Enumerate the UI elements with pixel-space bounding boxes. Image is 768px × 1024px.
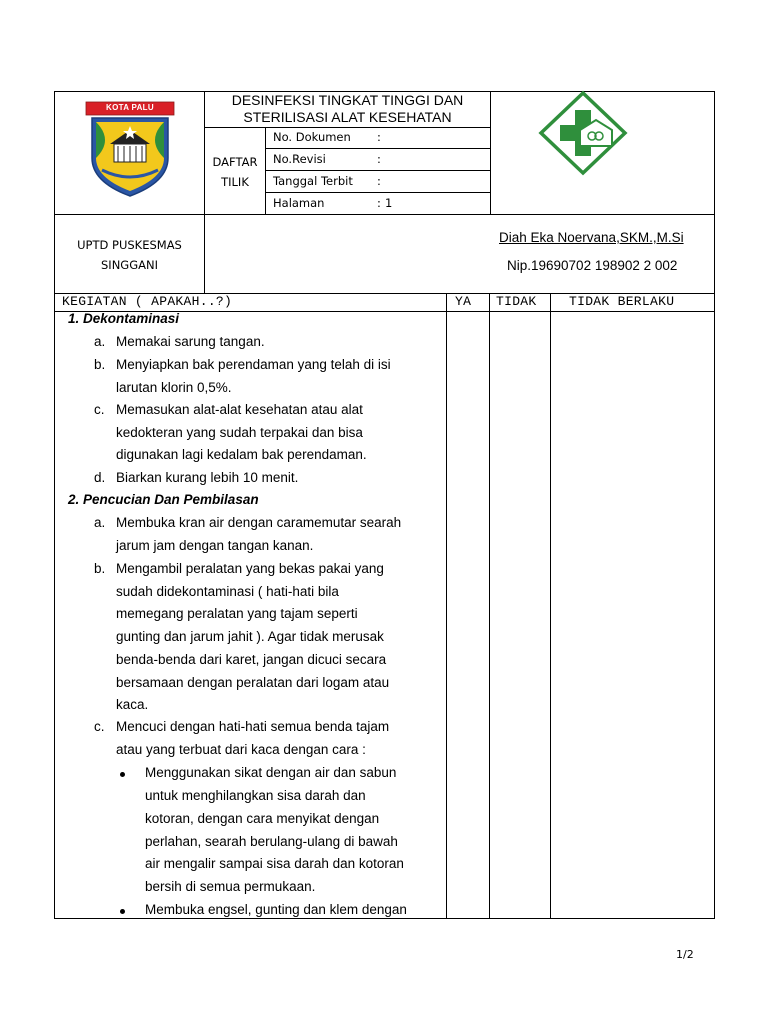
column-header-tidak: TIDAK: [496, 294, 537, 309]
item-text-line: gunting dan jarum jahit ). Agar tidak merusak: [116, 629, 384, 644]
item-marker: a.: [94, 515, 106, 530]
item-marker: d.: [94, 470, 106, 485]
column-header-tidak-berlaku: TIDAK BERLAKU: [569, 294, 675, 309]
kota-palu-emblem-icon: [84, 100, 176, 200]
page-number: 1/2: [676, 948, 694, 961]
item-text-line: bersamaan dengan peralatan dari logam atau: [116, 675, 390, 690]
table-border-bottom: [54, 918, 715, 919]
document-title-line2: STERILISASI ALAT KESEHATAN: [243, 109, 452, 125]
signatory-nip: Nip.19690702 198902 2 002: [507, 258, 678, 273]
item-marker: b.: [94, 357, 106, 372]
field-label-no-dokumen: No. Dokumen: [273, 130, 351, 144]
institution-line1: UPTD PUSKESMAS: [77, 238, 182, 252]
item-marker: a.: [94, 334, 106, 349]
bullet-text-line: Membuka engsel, gunting dan klem dengan: [145, 902, 407, 917]
item-text-line: memegang peralatan yang tajam seperti: [116, 606, 358, 621]
item-text-line: larutan klorin 0,5%.: [116, 380, 232, 395]
field-sep-halaman: :: [377, 196, 381, 210]
item-text-line: Mencuci dengan hati-hati semua benda tajam: [116, 719, 390, 734]
bullet-text-line: kotoran, dengan cara menyikat dengan: [145, 811, 380, 826]
item-text-line: Menyiapkan bak perendaman yang telah di isi: [116, 357, 391, 372]
item-text-line: Membuka kran air dengan caramemutar searah: [116, 515, 402, 530]
col-divider-tidak: [489, 293, 490, 919]
item-marker: b.: [94, 561, 106, 576]
institution-line2: SINGGANI: [101, 258, 158, 272]
bullet-text-line: bersih di semua permukaan.: [145, 879, 316, 894]
puskesmas-cross-icon: [538, 90, 628, 176]
item-text-line: Biarkan kurang lebih 10 menit.: [116, 470, 299, 485]
bullet-icon: [120, 772, 125, 777]
table-border-left: [54, 91, 55, 919]
column-header-kegiatan: KEGIATAN ( APAKAH..?): [62, 294, 233, 309]
section-heading-pencucian: 2. Pencucian Dan Pembilasan: [68, 492, 259, 507]
logo-banner-text: KOTA PALU: [106, 103, 154, 112]
bullet-text-line: untuk menghilangkan sisa darah dan: [145, 788, 366, 803]
document-title-line1: DESINFEKSI TINGKAT TINGGI DAN: [231, 92, 464, 108]
field-sep-no-revisi: :: [377, 152, 381, 166]
item-text-line: jarum jam dengan tangan kanan.: [116, 538, 314, 553]
bullet-text-line: air mengalir sampai sisa darah dan kotoran: [145, 856, 404, 871]
signatory-name: Diah Eka Noervana,SKM.,M.Si: [499, 230, 684, 245]
item-text-line: Memakai sarung tangan.: [116, 334, 265, 349]
bullet-icon: [120, 909, 125, 914]
item-text-line: Memasukan alat-alat kesehatan atau alat: [116, 402, 363, 417]
field-value-halaman: 1: [385, 196, 393, 210]
daftar-divider: [265, 127, 266, 215]
header-divider-right: [490, 91, 491, 215]
item-marker: c.: [94, 719, 105, 734]
field-label-halaman: Halaman: [273, 196, 325, 210]
item-text-line: digunakan lagi kedalam bak perendaman.: [116, 447, 367, 462]
document-type-line1: DAFTAR: [212, 155, 258, 169]
document-title: [205, 92, 490, 126]
table-border-right: [714, 91, 715, 919]
kota-palu-logo: [84, 100, 176, 200]
document-type: [205, 152, 265, 192]
field-row-line-2: [265, 170, 490, 171]
puskesmas-logo: [538, 90, 628, 176]
item-marker: c.: [94, 402, 105, 417]
field-row-line-1: [265, 148, 490, 149]
col-divider-ya: [446, 293, 447, 919]
field-sep-tanggal-terbit: :: [377, 174, 381, 188]
item-text-line: Mengambil peralatan yang bekas pakai yang: [116, 561, 384, 576]
institution-name: [55, 235, 204, 275]
bullet-text-line: perlahan, searah berulang-ulang di bawah: [145, 834, 398, 849]
title-box-bottom: [204, 127, 490, 128]
item-text-line: atau yang terbuat dari kaca dengan cara :: [116, 742, 366, 757]
document-type-line2: TILIK: [221, 175, 249, 189]
section-heading-dekontaminasi: 1. Dekontaminasi: [68, 311, 180, 326]
bullet-text-line: Menggunakan sikat dengan air dan sabun: [145, 765, 397, 780]
field-label-tanggal-terbit: Tanggal Terbit: [273, 174, 353, 188]
column-header-ya: YA: [455, 294, 472, 309]
field-label-no-revisi: No.Revisi: [273, 152, 326, 166]
field-sep-no-dokumen: :: [377, 130, 381, 144]
item-text-line: sudah didekontaminasi ( hati-hati bila: [116, 584, 339, 599]
col-divider-tidak-berlaku: [550, 293, 551, 919]
item-text-line: benda-benda dari karet, jangan dicuci secara: [116, 652, 387, 667]
item-text-line: kaca.: [116, 697, 149, 712]
field-row-line-3: [265, 192, 490, 193]
item-text-line: kedokteran yang sudah terpakai dan bisa: [116, 425, 363, 440]
table-border-header-bottom: [54, 214, 715, 215]
